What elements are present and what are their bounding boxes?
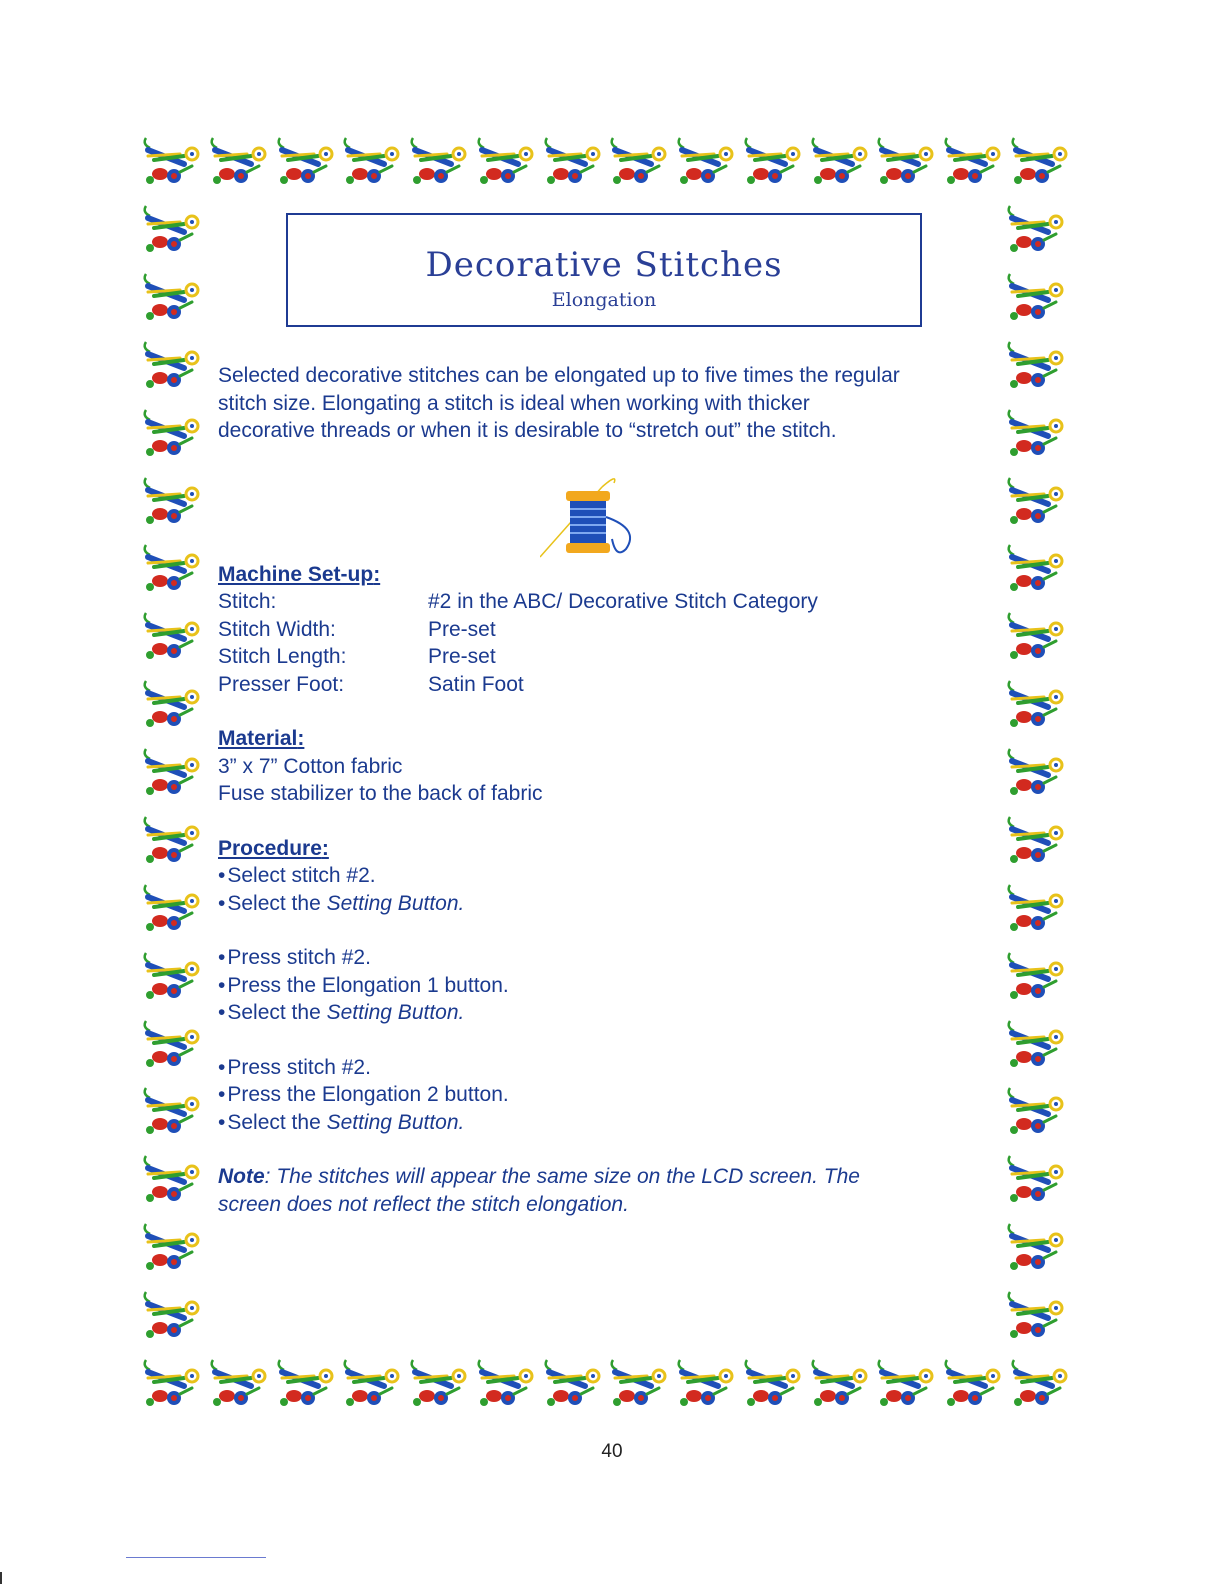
scissors-and-thread-spool-icon (1008, 1352, 1072, 1412)
scissors-and-thread-spool-icon (340, 1352, 404, 1412)
scissors-and-thread-spool-icon (874, 130, 938, 190)
procedure-step: • Select the Setting Button. (218, 890, 998, 918)
scissors-and-thread-spool-icon (607, 130, 671, 190)
scissors-and-thread-spool-icon (140, 605, 204, 665)
scan-mark (0, 1572, 2, 1584)
border-left (140, 198, 204, 1344)
scissors-and-thread-spool-icon (1004, 809, 1068, 869)
scissors-and-thread-spool-icon (1004, 877, 1068, 937)
scissors-and-thread-spool-icon (140, 1352, 204, 1412)
page-subtitle: Elongation (551, 289, 657, 311)
intro-line: stitch size. Elongating a stitch is ideal when working with thicker (218, 391, 810, 415)
scissors-and-thread-spool-icon (140, 1080, 204, 1140)
material-heading: Material: (218, 727, 305, 750)
scissors-and-thread-spool-icon (1004, 605, 1068, 665)
thread-spool-needle-icon (540, 469, 650, 561)
note-label: Note (218, 1165, 265, 1188)
scissors-and-thread-spool-icon (541, 1352, 605, 1412)
scissors-and-thread-spool-icon (1004, 198, 1068, 258)
setup-label: Stitch Width: (218, 617, 336, 641)
scissors-and-thread-spool-icon (607, 1352, 671, 1412)
procedure-step: • Select the Setting Button. (218, 1109, 998, 1137)
scissors-and-thread-spool-icon (140, 877, 204, 937)
procedure-step: • Press stitch #2. (218, 1054, 998, 1082)
page-number: 40 (601, 1441, 623, 1462)
procedure-heading: Procedure: (218, 836, 329, 860)
scissors-and-thread-spool-icon (140, 809, 204, 869)
scissors-and-thread-spool-icon (140, 470, 204, 530)
scissors-and-thread-spool-icon (541, 130, 605, 190)
table-row (218, 588, 818, 616)
scissors-and-thread-spool-icon (1004, 1148, 1068, 1208)
intro-line: Selected decorative stitches can be elongated up to five times the regular (218, 364, 900, 387)
title-box (286, 213, 922, 327)
setup-label: Presser Foot: (218, 672, 345, 696)
border-right (1004, 198, 1068, 1344)
scissors-and-thread-spool-icon (407, 1352, 471, 1412)
scissors-and-thread-spool-icon (140, 1013, 204, 1073)
scissors-and-thread-spool-icon (1004, 673, 1068, 733)
scissors-and-thread-spool-icon (207, 1352, 271, 1412)
setup-label: Stitch Length: (218, 645, 347, 668)
scissors-and-thread-spool-icon (274, 130, 338, 190)
scissors-and-thread-spool-icon (140, 266, 204, 326)
procedure-step: • Select stitch #2. (218, 862, 998, 890)
scissors-and-thread-spool-icon (140, 1284, 204, 1344)
table-row (218, 643, 818, 671)
scissors-and-thread-spool-icon (140, 1148, 204, 1208)
scissors-and-thread-spool-icon (140, 402, 204, 462)
page-title: Decorative Stitches (425, 245, 783, 285)
procedure-step: • Press the Elongation 2 button. (218, 1081, 998, 1109)
scissors-and-thread-spool-icon (808, 130, 872, 190)
table-row (218, 671, 818, 699)
border-bottom (140, 1352, 1072, 1412)
scissors-and-thread-spool-icon (941, 130, 1005, 190)
scissors-and-thread-spool-icon (741, 1352, 805, 1412)
scissors-and-thread-spool-icon (474, 130, 538, 190)
scissors-and-thread-spool-icon (207, 130, 271, 190)
scissors-and-thread-spool-icon (741, 130, 805, 190)
main-content (218, 362, 998, 1218)
setup-value: Satin Foot (428, 672, 524, 696)
scissors-and-thread-spool-icon (140, 741, 204, 801)
scissors-and-thread-spool-icon (1004, 537, 1068, 597)
scissors-and-thread-spool-icon (1004, 1284, 1068, 1344)
scissors-and-thread-spool-icon (1004, 402, 1068, 462)
scissors-and-thread-spool-icon (340, 130, 404, 190)
scissors-and-thread-spool-icon (1004, 1216, 1068, 1276)
scissors-and-thread-spool-icon (1008, 130, 1072, 190)
intro-line: decorative threads or when it is desirable to “stretch out” the stitch. (218, 419, 837, 442)
material-line: Fuse stabilizer to the back of fabric (218, 782, 543, 805)
scissors-and-thread-spool-icon (674, 130, 738, 190)
scissors-and-thread-spool-icon (941, 1352, 1005, 1412)
material-line: 3” x 7” Cotton fabric (218, 754, 403, 778)
scissors-and-thread-spool-icon (140, 673, 204, 733)
scissors-and-thread-spool-icon (874, 1352, 938, 1412)
scissors-and-thread-spool-icon (474, 1352, 538, 1412)
procedure-step: • Select the Setting Button. (218, 999, 998, 1027)
scissors-and-thread-spool-icon (140, 1216, 204, 1276)
scissors-and-thread-spool-icon (1004, 945, 1068, 1005)
scissors-and-thread-spool-icon (808, 1352, 872, 1412)
setup-label: Stitch: (218, 590, 277, 613)
setup-value: Pre-set (428, 617, 496, 641)
intro-paragraph (218, 362, 998, 445)
scissors-and-thread-spool-icon (140, 537, 204, 597)
scissors-and-thread-spool-icon (1004, 1080, 1068, 1140)
scissors-and-thread-spool-icon (140, 334, 204, 394)
scissors-and-thread-spool-icon (1004, 741, 1068, 801)
scissors-and-thread-spool-icon (274, 1352, 338, 1412)
scissors-and-thread-spool-icon (407, 130, 471, 190)
setup-value: #2 in the ABC/ Decorative Stitch Category (428, 590, 818, 613)
procedure-step: • Press stitch #2. (218, 944, 998, 972)
scissors-and-thread-spool-icon (674, 1352, 738, 1412)
border-top (140, 130, 1072, 190)
note-line: Note: The stitches will appear the same size on the LCD screen. The (218, 1165, 860, 1188)
machine-setup-heading: Machine Set-up: (218, 562, 381, 586)
scissors-and-thread-spool-icon (1004, 470, 1068, 530)
scissors-and-thread-spool-icon (140, 130, 204, 190)
machine-setup-table (218, 588, 818, 698)
scissors-and-thread-spool-icon (140, 945, 204, 1005)
setup-value: Pre-set (428, 645, 496, 668)
scissors-and-thread-spool-icon (140, 198, 204, 258)
table-row (218, 616, 818, 644)
scissors-and-thread-spool-icon (1004, 266, 1068, 326)
footer-rule (126, 1557, 266, 1558)
scissors-and-thread-spool-icon (1004, 334, 1068, 394)
scissors-and-thread-spool-icon (1004, 1013, 1068, 1073)
note-line: screen does not reflect the stitch elongation. (218, 1192, 629, 1216)
procedure-step: • Press the Elongation 1 button. (218, 972, 998, 1000)
